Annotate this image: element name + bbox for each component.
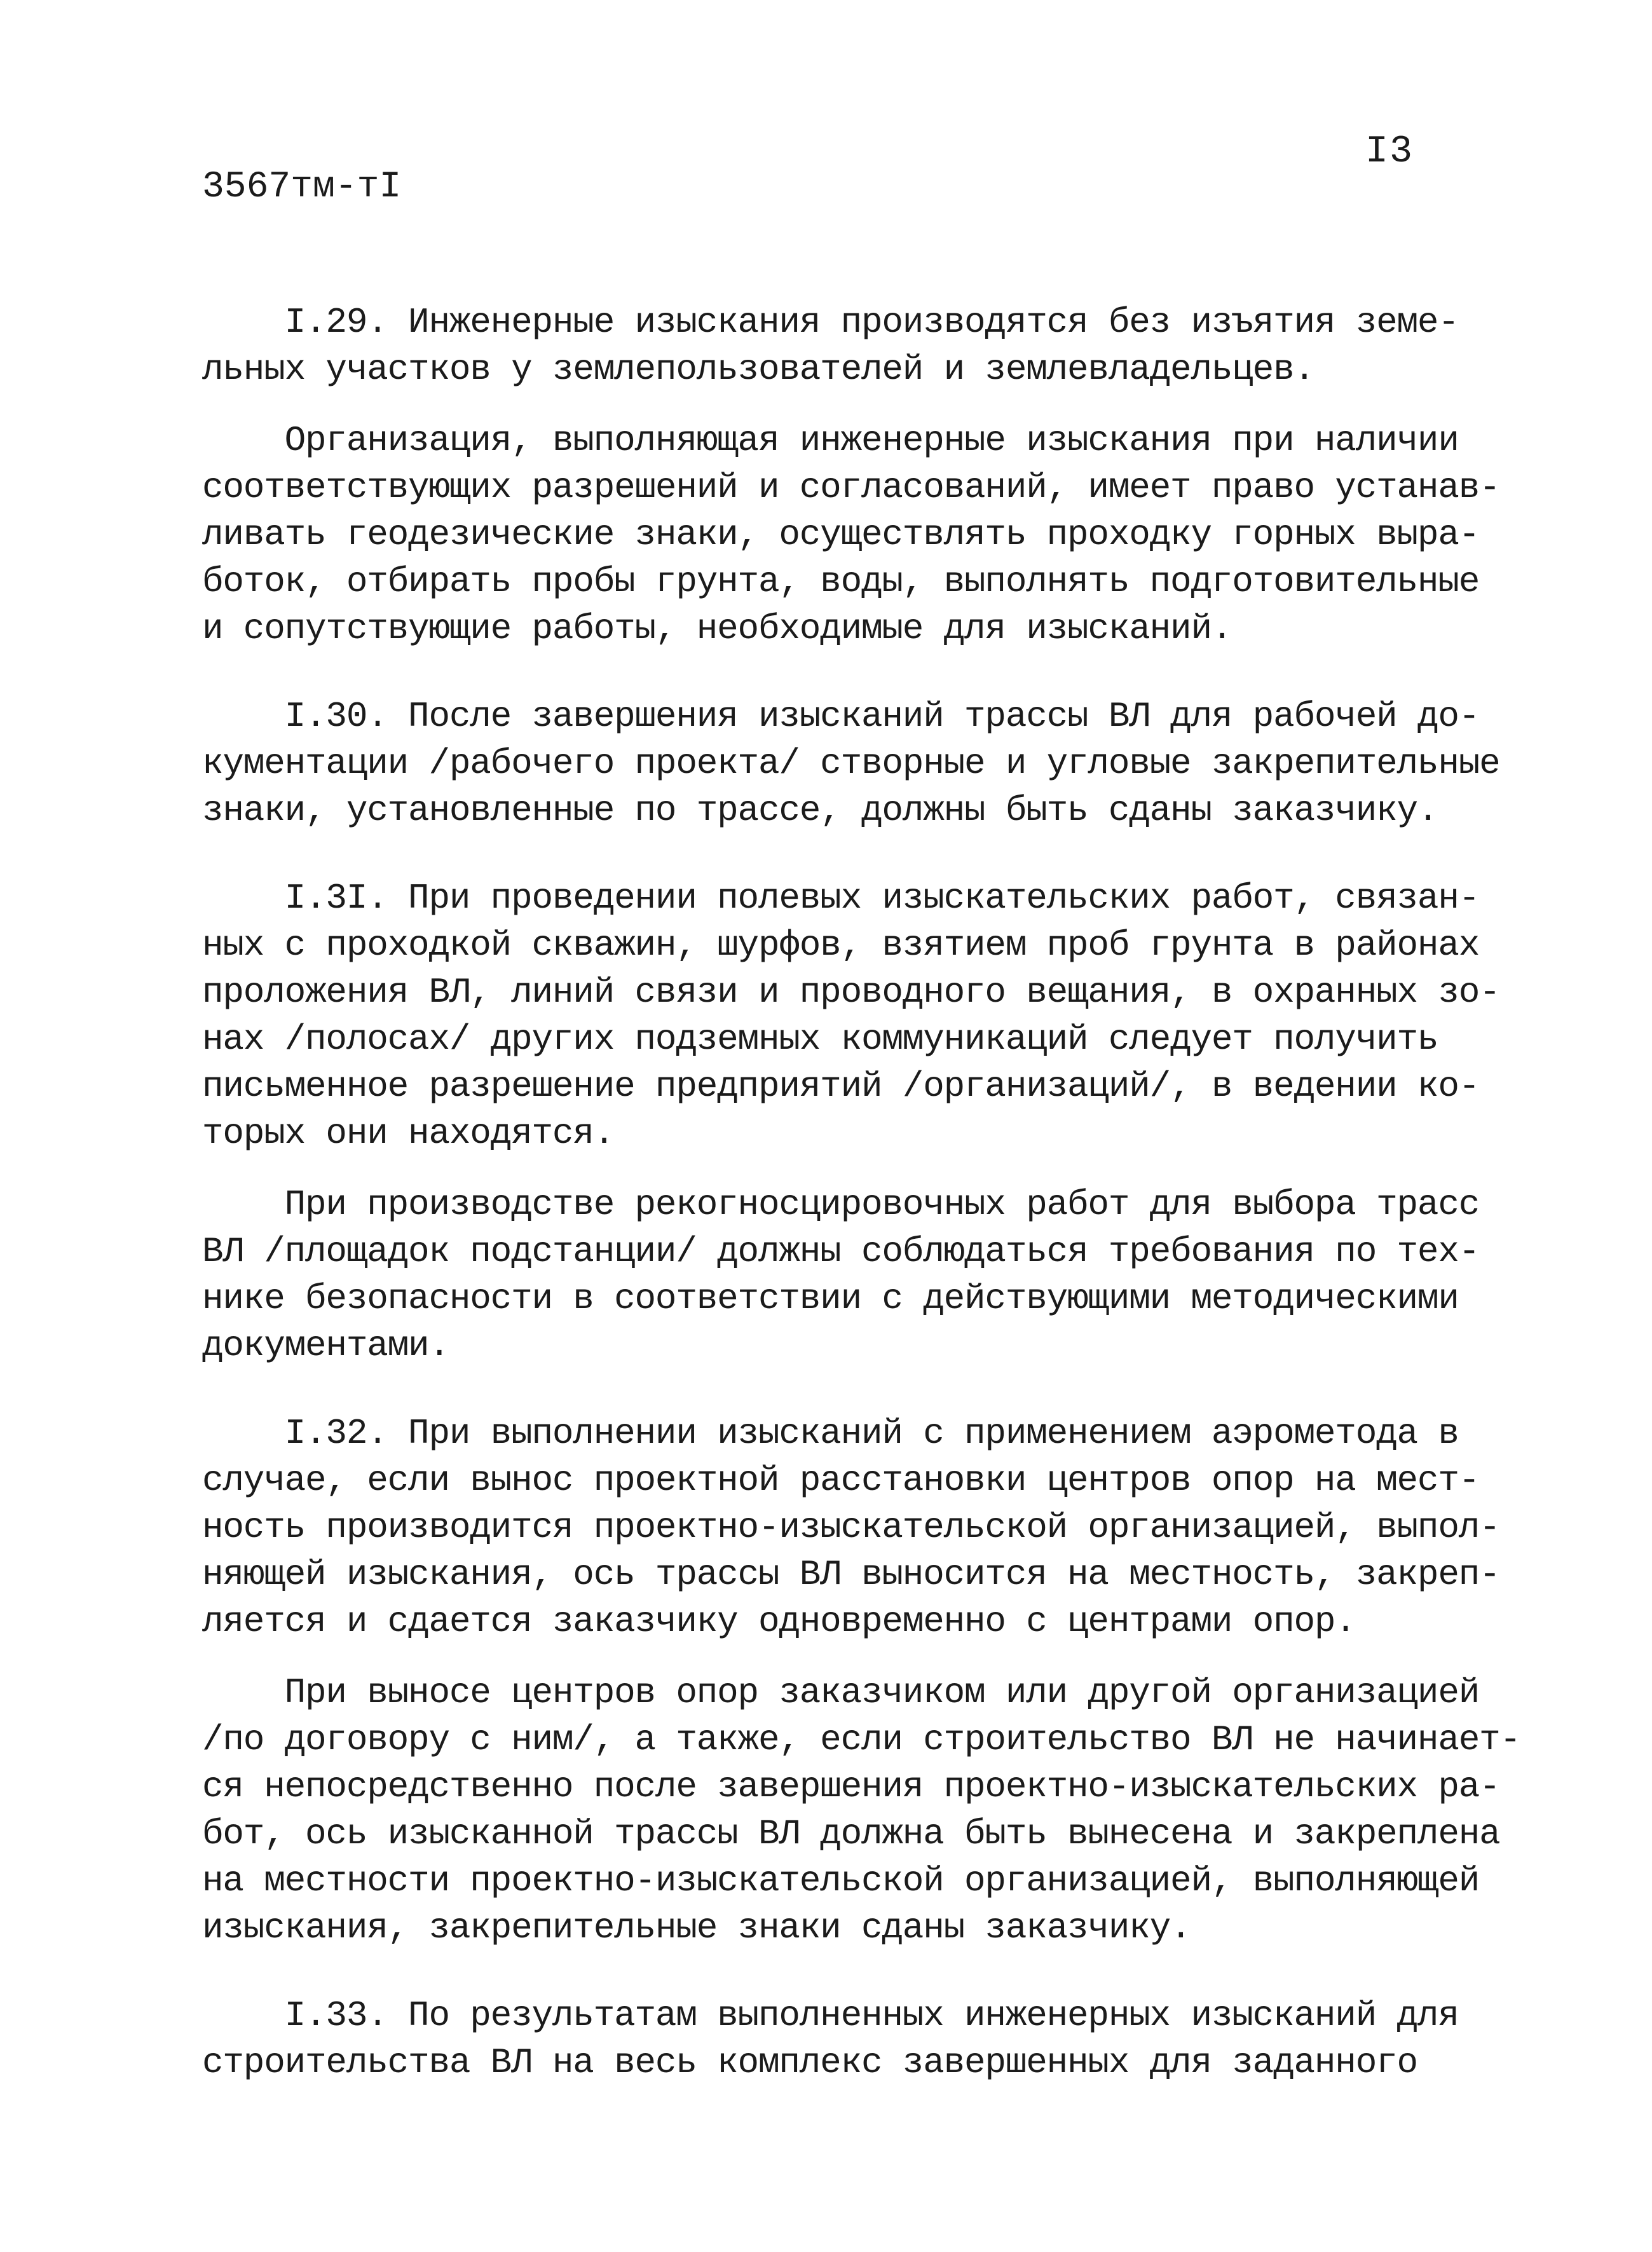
text-line: ляется и сдается заказчику одновременно с центрами опор. — [202, 1601, 1356, 1642]
text-line: на местности проектно-изыскательской организацией, выполняющей — [202, 1860, 1480, 1901]
text-line: I.32. При выполнении изысканий с применением аэрометода в — [202, 1413, 1459, 1454]
text-line: ливать геодезические знаки, осуществлять проходку горных выра- — [202, 514, 1480, 555]
text-line: I.29. Инженерные изыскания производятся без изъятия земе- — [202, 302, 1459, 343]
text-line: боток, отбирать пробы грунта, воды, выполнять подготовительные — [202, 561, 1480, 602]
text-line: и сопутствующие работы, необходимые для изысканий. — [202, 608, 1232, 649]
document-body — [202, 299, 1520, 2086]
text-line: случае, если вынос проектной расстановки центров опор на мест- — [202, 1460, 1480, 1501]
text-line: проложения ВЛ, линий связи и проводного вещания, в охранных зо- — [202, 972, 1500, 1013]
text-line: нике безопасности в соответствии с действующими методическими — [202, 1278, 1459, 1319]
paragraph-1-32 — [202, 1410, 1500, 1645]
text-line: торых они находятся. — [202, 1113, 615, 1154]
document-code: 3567тм-тI — [202, 167, 402, 208]
text-line: документами. — [202, 1325, 449, 1366]
text-line: нах /полосах/ других подземных коммуникаций следует получить — [202, 1019, 1438, 1060]
paragraph-organization — [202, 417, 1500, 652]
text-line: ВЛ /площадок подстанции/ должны соблюдаться требования по тех- — [202, 1231, 1480, 1272]
text-line: ся непосредственно после завершения проектно-изыскательских ра- — [202, 1766, 1500, 1807]
text-line: /по договору с ним/, а также, если строительство ВЛ не начинает- — [202, 1719, 1520, 1760]
text-line: письменное разрешение предприятий /организаций/, в ведении ко- — [202, 1066, 1480, 1107]
text-line: I.3I. При проведении полевых изыскательских работ, связан- — [202, 878, 1480, 918]
text-line: Организация, выполняющая инженерные изыскания при наличии — [202, 420, 1459, 461]
page-number: I3 — [1365, 130, 1414, 174]
paragraph-reconnaissance — [202, 1181, 1480, 1369]
text-line: строительства ВЛ на весь комплекс завершенных для заданного — [202, 2042, 1417, 2083]
text-line: изыскания, закрепительные знаки сданы заказчику. — [202, 1907, 1191, 1948]
text-line: I.33. По результатам выполненных инженерных изысканий для — [202, 1995, 1459, 2036]
text-line: ность производится проектно-изыскательской организацией, выпол- — [202, 1507, 1500, 1548]
text-line: соответствующих разрешений и согласований, имеет право устанав- — [202, 467, 1500, 508]
text-line: знаки, установленные по трассе, должны быть сданы заказчику. — [202, 790, 1438, 831]
text-line: ных с проходкой скважин, шурфов, взятием проб грунта в районах — [202, 925, 1480, 966]
paragraph-support-centers — [202, 1669, 1520, 1951]
paragraph-1-33 — [202, 1992, 1459, 2086]
text-line: При выносе центров опор заказчиком или другой организацией — [202, 1672, 1480, 1713]
text-line: бот, ось изысканной трассы ВЛ должна быть вынесена и закреплена — [202, 1813, 1500, 1854]
paragraph-1-30 — [202, 693, 1500, 834]
text-line: При производстве рекогносцировочных работ для выбора трасс — [202, 1184, 1480, 1225]
paragraph-1-29 — [202, 299, 1459, 393]
text-line: кументации /рабочего проекта/ створные и угловые закрепительные — [202, 743, 1500, 784]
paragraph-1-31 — [202, 875, 1500, 1157]
text-line: I.30. После завершения изысканий трассы ВЛ для рабочей до- — [202, 696, 1480, 737]
text-line: няющей изыскания, ось трассы ВЛ выносится на местность, закреп- — [202, 1554, 1500, 1595]
text-line: льных участков у землепользователей и землевладельцев. — [202, 349, 1314, 390]
